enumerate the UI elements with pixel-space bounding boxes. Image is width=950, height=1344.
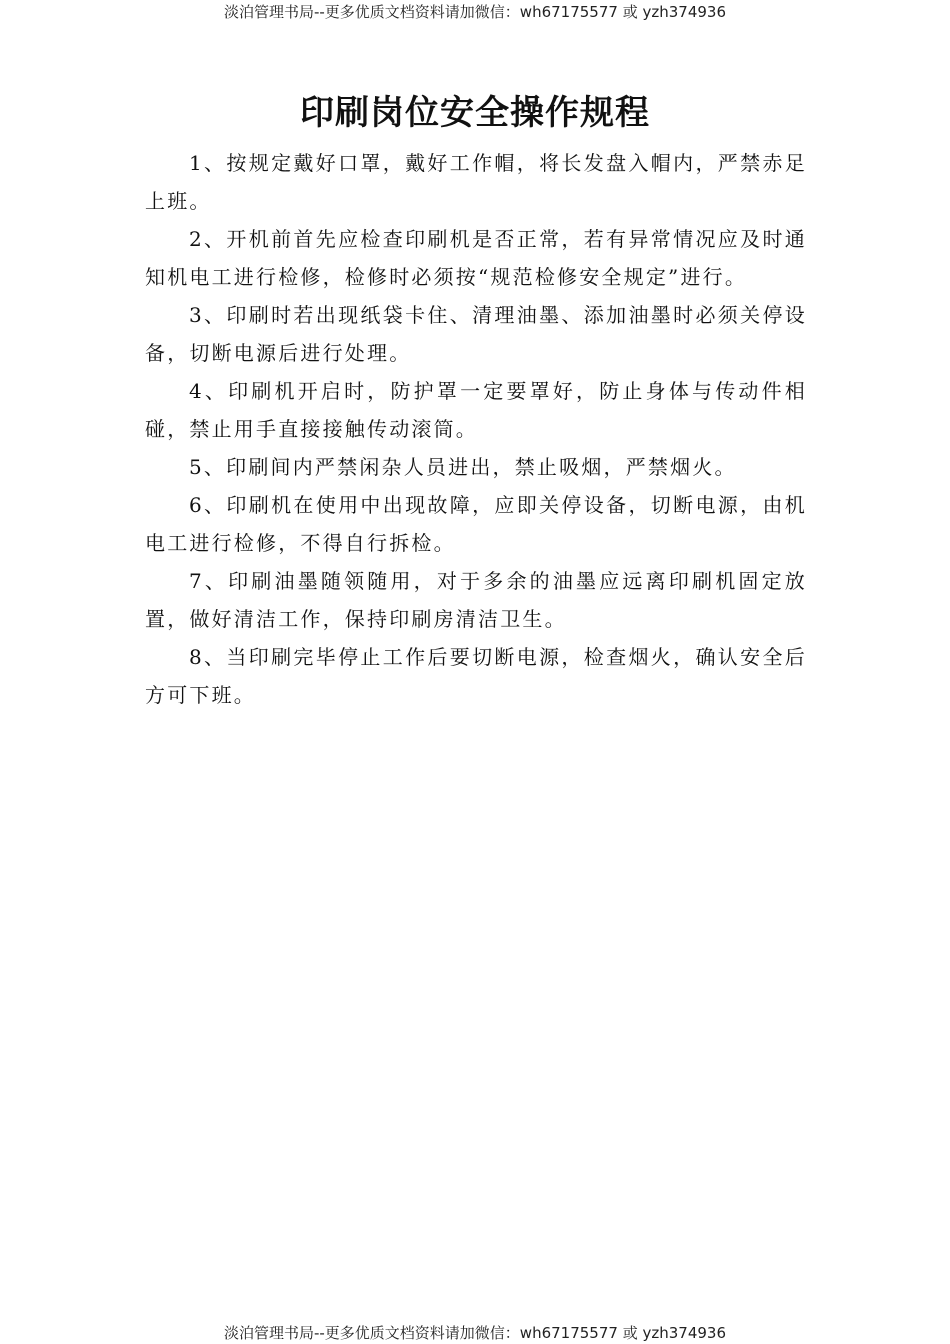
page-footer: 淡泊管理书局--更多优质文档资料请加微信：wh67175577 或 yzh374936 [223, 1324, 726, 1342]
clause-1: 1、按规定戴好口罩，戴好工作帽，将长发盘入帽内，严禁赤足上班。 [145, 151, 807, 213]
clause-5: 5、印刷间内严禁闲杂人员进出，禁止吸烟，严禁烟火。 [189, 455, 737, 479]
document-title: 印刷岗位安全操作规程 [300, 93, 650, 133]
clause-7: 7、印刷油墨随领随用，对于多余的油墨应远离印刷机固定放置，做好清洁工作，保持印刷房清洁卫生。 [145, 569, 807, 631]
clause-2: 2、开机前首先应检查印刷机是否正常，若有异常情况应及时通知机电工进行检修，检修时必须按“规范检修安全规定”进行。 [145, 227, 807, 289]
clause-8: 8、当印刷完毕停止工作后要切断电源，检查烟火，确认安全后方可下班。 [145, 645, 807, 707]
clause-4: 4、印刷机开启时，防护罩一定要罩好，防止身体与传动件相碰，禁止用手直接接触传动滚筒。 [145, 379, 807, 441]
clause-3: 3、印刷时若出现纸袋卡住、清理油墨、添加油墨时必须关停设备，切断电源后进行处理。 [145, 303, 807, 365]
page-header: 淡泊管理书局--更多优质文档资料请加微信：wh67175577 或 yzh374936 [223, 3, 726, 21]
document-body [145, 144, 807, 714]
clause-6: 6、印刷机在使用中出现故障，应即关停设备，切断电源，由机电工进行检修，不得自行拆检。 [145, 493, 807, 555]
